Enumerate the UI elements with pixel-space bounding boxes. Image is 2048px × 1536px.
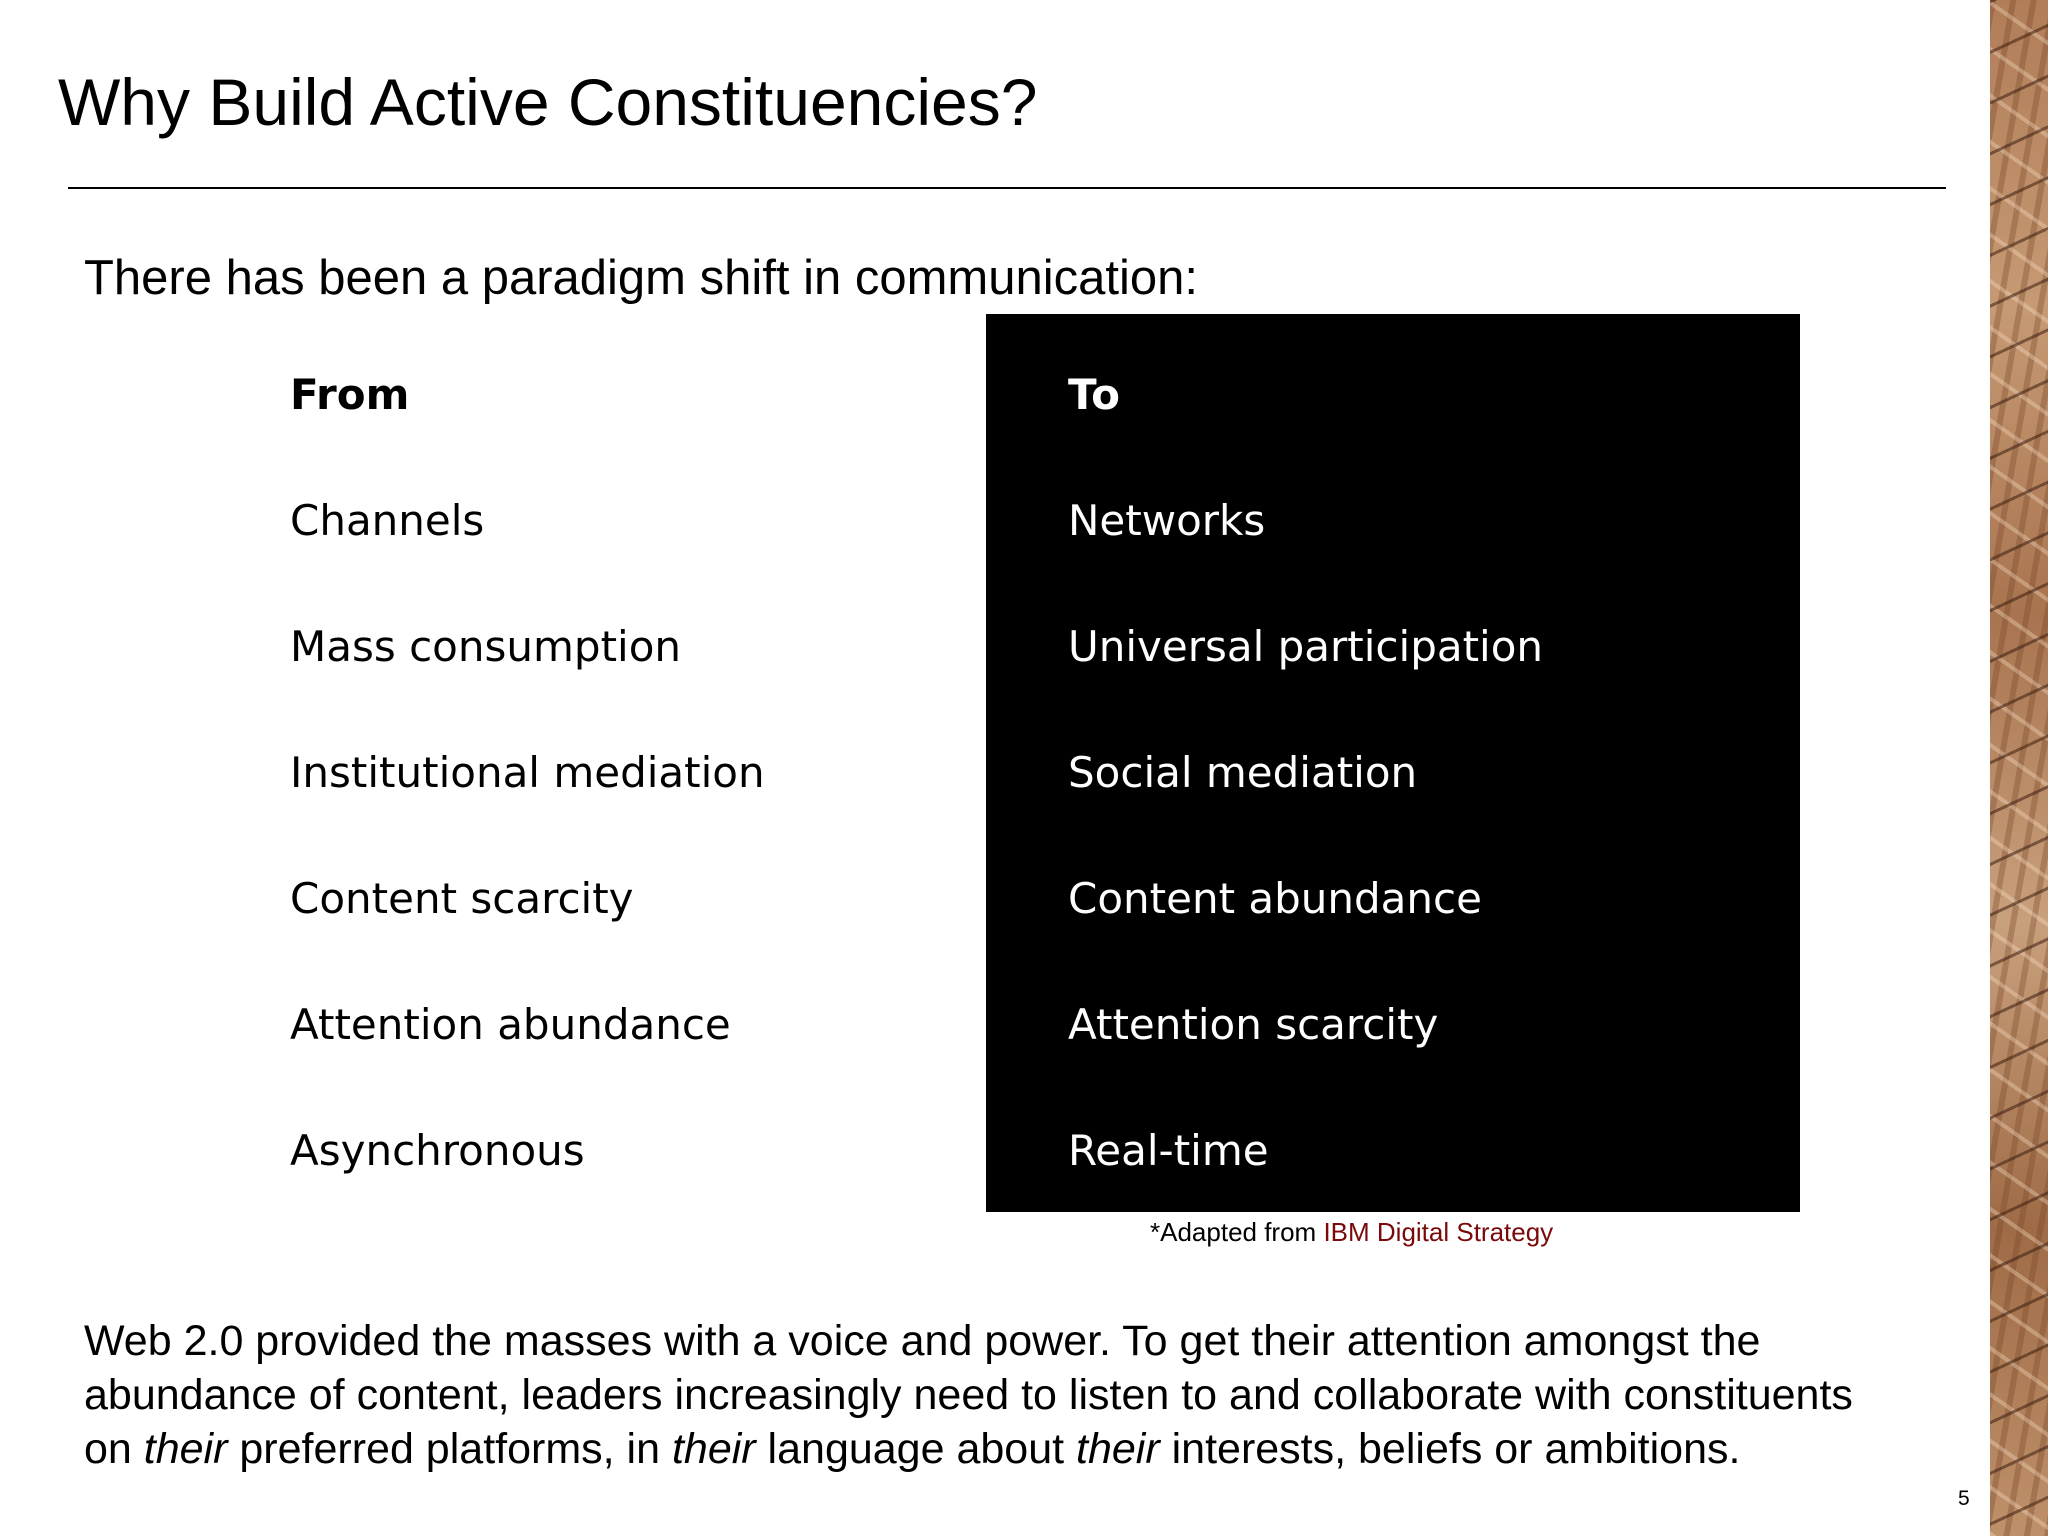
to-item: Real-time bbox=[1068, 1126, 1269, 1175]
from-item: Content scarcity bbox=[290, 874, 634, 923]
summary-line-3 bbox=[84, 1422, 1964, 1476]
from-item: Mass consumption bbox=[290, 622, 682, 671]
summary-text: on bbox=[84, 1425, 144, 1473]
to-header: To bbox=[1068, 370, 1120, 419]
to-item: Attention scarcity bbox=[1068, 1000, 1439, 1049]
emphasis-their: their bbox=[143, 1425, 228, 1473]
title-divider bbox=[68, 187, 1946, 189]
from-item: Attention abundance bbox=[290, 1000, 731, 1049]
from-item: Institutional mediation bbox=[290, 748, 765, 797]
to-item: Universal participation bbox=[1068, 622, 1544, 671]
summary-line-2: abundance of content, leaders increasingly need to listen to and collaborate with constituents bbox=[84, 1371, 1853, 1419]
to-item: Content abundance bbox=[1068, 874, 1482, 923]
from-item: Asynchronous bbox=[290, 1126, 585, 1175]
slide-title: Why Build Active Constituencies? bbox=[58, 65, 1038, 139]
summary-text: preferred platforms, in bbox=[227, 1425, 672, 1473]
summary-text: language about bbox=[755, 1425, 1077, 1473]
source-link[interactable]: IBM Digital Strategy bbox=[1323, 1217, 1554, 1247]
page-number: 5 bbox=[1958, 1487, 1970, 1510]
source-prefix: *Adapted from bbox=[1150, 1217, 1324, 1247]
intro-text: There has been a paradigm shift in communication: bbox=[84, 251, 1198, 305]
summary-paragraph bbox=[84, 1314, 1964, 1476]
summary-text: interests, beliefs or ambitions. bbox=[1159, 1425, 1741, 1473]
emphasis-their: their bbox=[1076, 1425, 1160, 1473]
wood-texture-decoration bbox=[1990, 0, 2048, 1536]
from-item: Channels bbox=[290, 496, 485, 545]
summary-line-1: Web 2.0 provided the masses with a voice and power. To get their attention amongst the bbox=[84, 1317, 1761, 1365]
emphasis-their: their bbox=[671, 1425, 756, 1473]
from-header: From bbox=[290, 370, 410, 419]
source-note bbox=[1150, 1216, 1553, 1248]
to-item: Networks bbox=[1068, 496, 1266, 545]
to-item: Social mediation bbox=[1068, 748, 1418, 797]
